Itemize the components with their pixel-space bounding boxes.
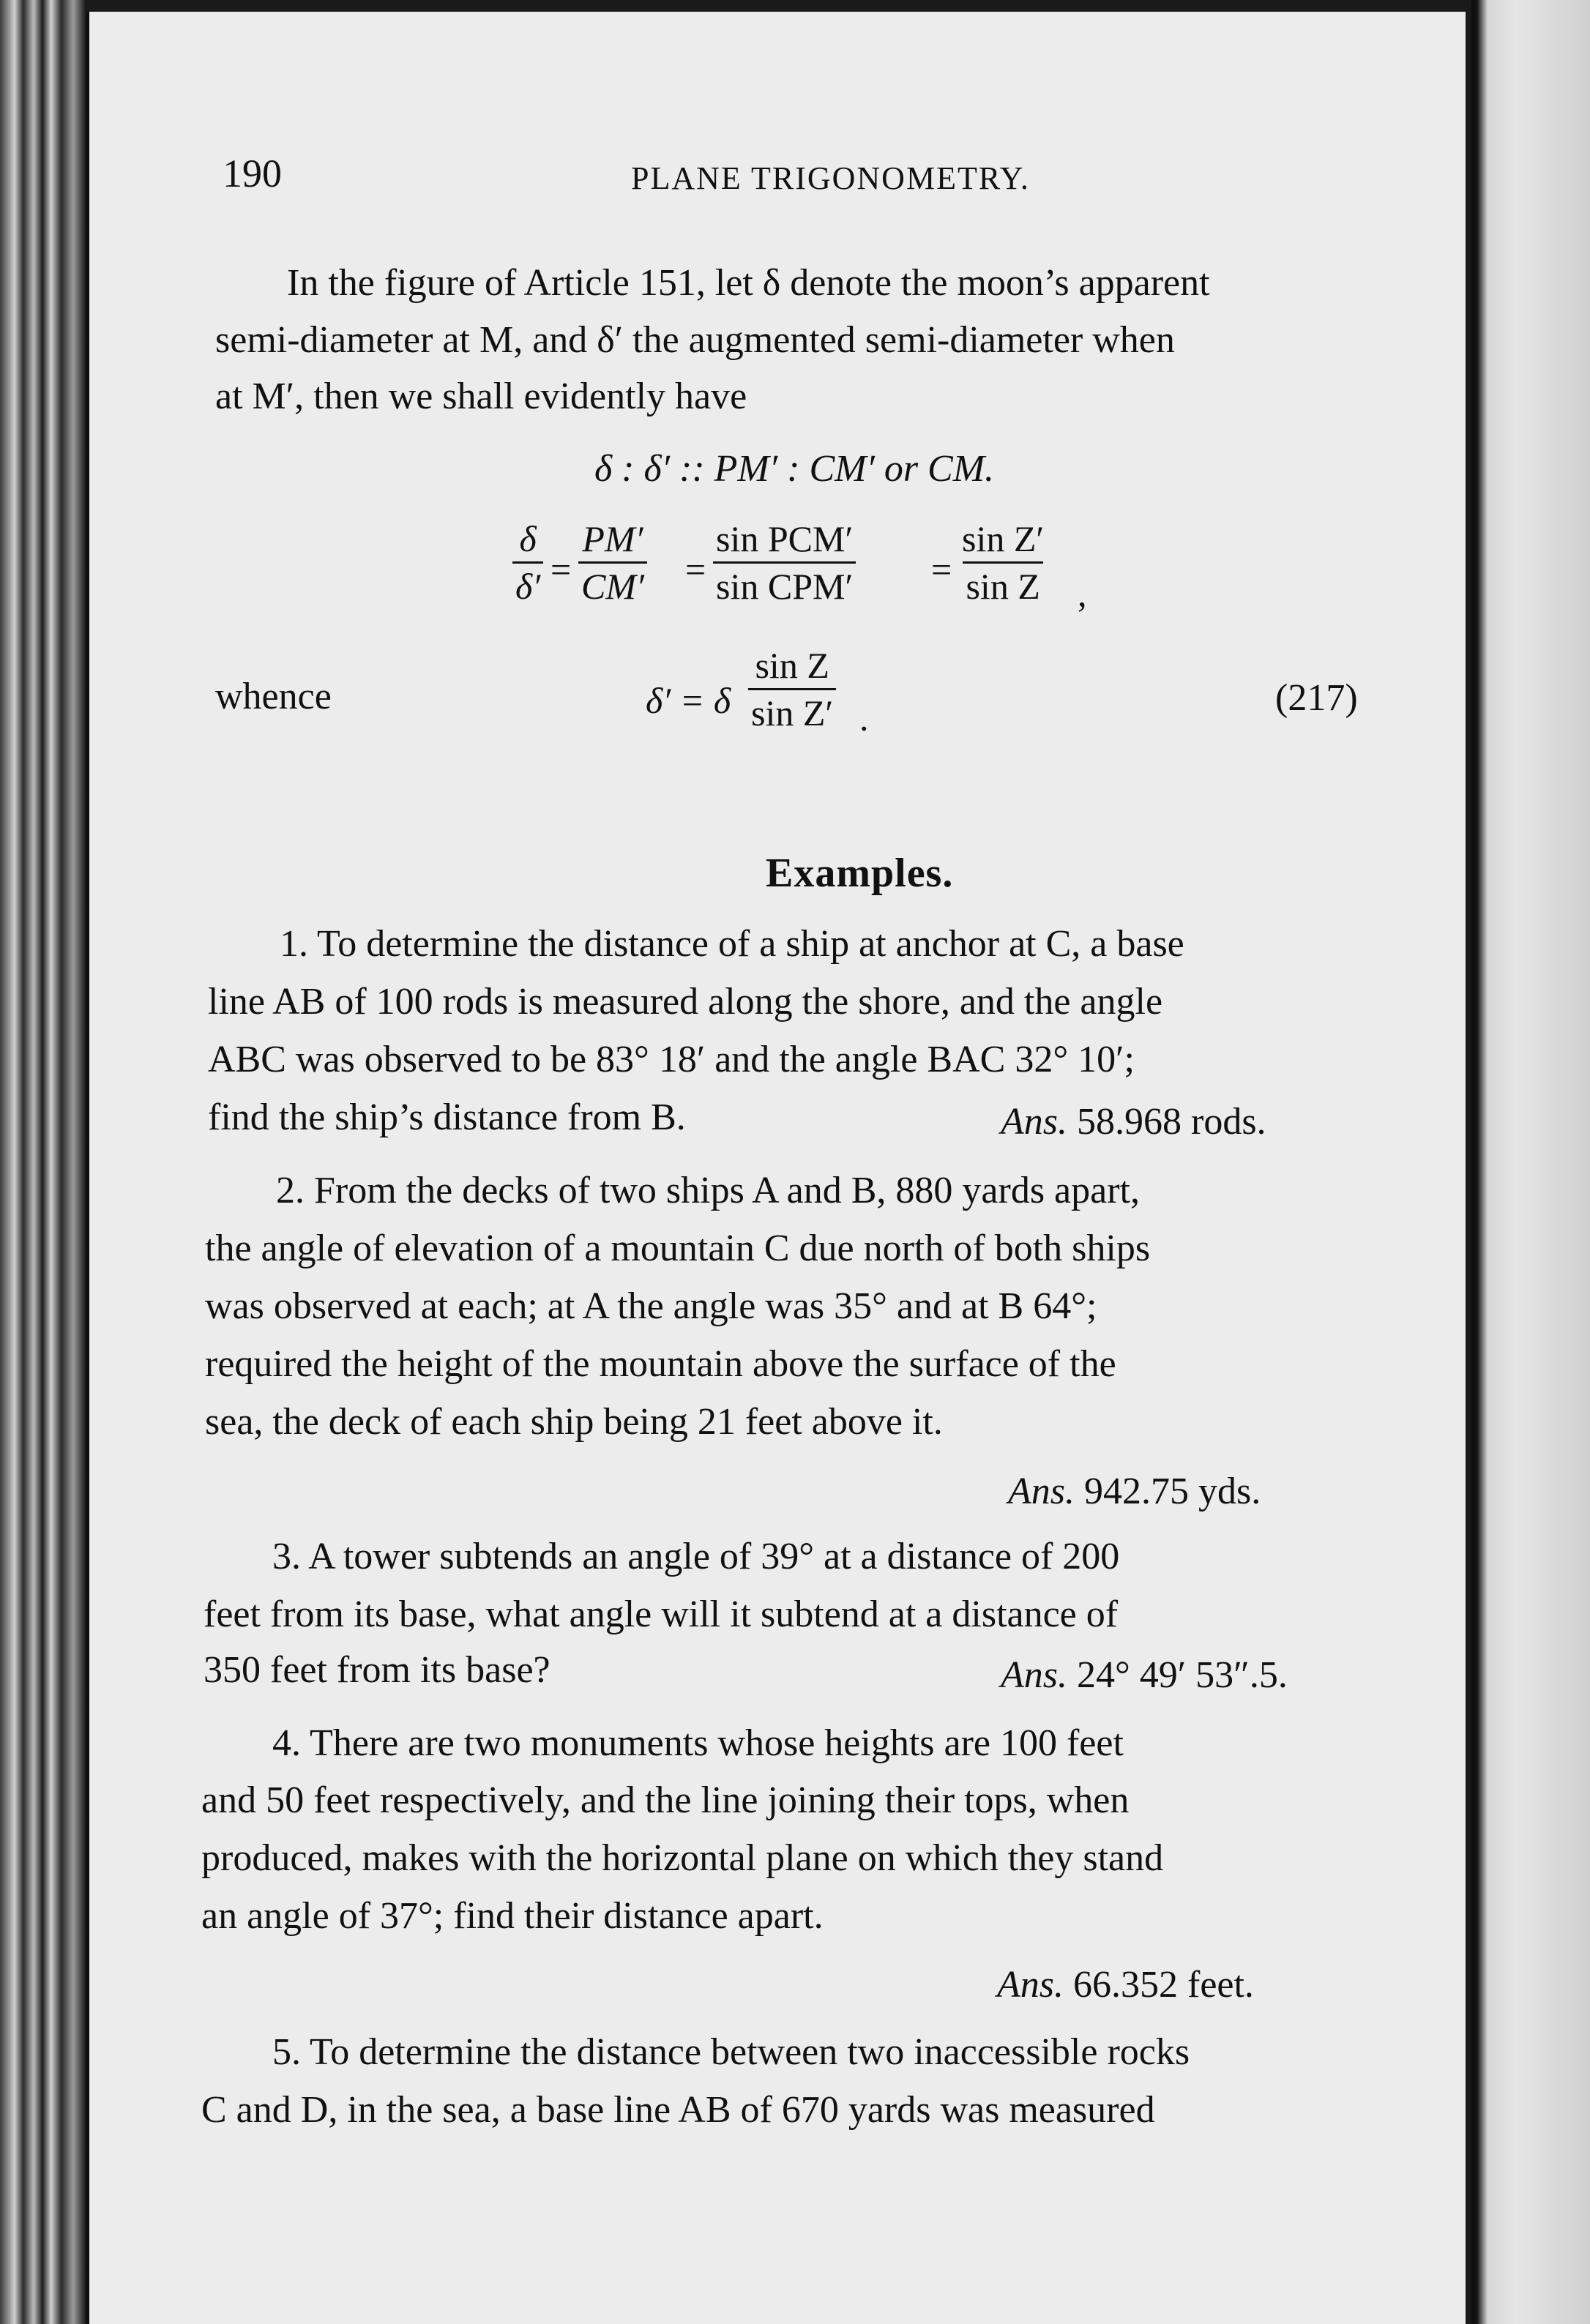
equation-period: . bbox=[859, 698, 869, 739]
fraction bbox=[512, 520, 543, 605]
intro-line: In the figure of Article 151, let δ denote the moon’s apparent bbox=[287, 262, 1210, 304]
example-line: line AB of 100 rods is measured along the shore, and the angle bbox=[208, 981, 1163, 1023]
answer-label: Ans. bbox=[1001, 1654, 1067, 1696]
answer-value: 942.75 yds. bbox=[1084, 1471, 1261, 1512]
example-line: 350 feet from its base? bbox=[204, 1649, 550, 1691]
answer-value: 24° 49′ 53″.5. bbox=[1077, 1654, 1288, 1696]
running-head: PLANE TRIGONOMETRY. bbox=[631, 160, 1030, 196]
fraction-denominator: CM′ bbox=[578, 561, 647, 605]
intro-line: at M′, then we shall evidently have bbox=[215, 375, 747, 417]
example-line: 4. There are two monuments whose heights are 100 feet bbox=[272, 1722, 1124, 1764]
book-left-edge bbox=[0, 0, 86, 2324]
example-line: required the height of the mountain above the surface of the bbox=[205, 1343, 1116, 1385]
fraction-denominator: δ′ bbox=[512, 561, 543, 605]
examples-heading: Examples. bbox=[766, 851, 954, 896]
fraction bbox=[959, 520, 1047, 605]
example-line: 1. To determine the distance of a ship at anchor at C, a base bbox=[280, 923, 1184, 965]
equation-comma: , bbox=[1078, 573, 1087, 614]
example-line: was observed at each; at A the angle was 35° and at B 64°; bbox=[205, 1285, 1097, 1327]
equals-sign: = bbox=[685, 549, 706, 590]
equation-lhs: δ′ = δ bbox=[646, 680, 731, 721]
facing-page-edge bbox=[1471, 0, 1590, 2324]
fraction-denominator: sin Z′ bbox=[748, 688, 836, 731]
answer bbox=[1001, 1100, 1266, 1143]
fraction-numerator: sin Z bbox=[755, 645, 829, 686]
answer-label: Ans. bbox=[1001, 1101, 1067, 1143]
page-number: 190 bbox=[223, 152, 282, 195]
equals-sign: = bbox=[550, 549, 572, 590]
answer-value: 66.352 feet. bbox=[1073, 1964, 1254, 2006]
intro-line: semi-diameter at M, and δ′ the augmented semi-diameter when bbox=[215, 319, 1175, 361]
example-line: the angle of elevation of a mountain C due north of both ships bbox=[205, 1228, 1151, 1269]
equation-number: (217) bbox=[1275, 677, 1358, 719]
fraction-numerator: δ bbox=[519, 518, 537, 559]
example-line: 2. From the decks of two ships A and B, 880 yards apart, bbox=[276, 1170, 1140, 1211]
fraction-denominator: sin Z bbox=[963, 561, 1042, 605]
fraction-denominator: sin CPM′ bbox=[713, 561, 856, 605]
example-line: feet from its base, what angle will it subtend at a distance of bbox=[204, 1593, 1119, 1635]
fraction bbox=[748, 647, 836, 731]
answer-value: 58.968 rods. bbox=[1077, 1101, 1266, 1143]
whence-label: whence bbox=[215, 676, 332, 717]
proportion-equation: δ : δ′ :: PM′ : CM′ or CM. bbox=[594, 448, 995, 490]
example-line: 5. To determine the distance between two inaccessible rocks bbox=[272, 2031, 1190, 2073]
example-line: ABC was observed to be 83° 18′ and the angle BAC 32° 10′; bbox=[208, 1039, 1135, 1080]
example-line: and 50 feet respectively, and the line joining their tops, when bbox=[201, 1779, 1130, 1821]
fraction bbox=[578, 520, 647, 605]
fraction-numerator: sin Z′ bbox=[962, 518, 1045, 559]
fraction-numerator: PM′ bbox=[582, 518, 643, 559]
fraction bbox=[713, 520, 856, 605]
example-line: sea, the deck of each ship being 21 feet above it. bbox=[205, 1401, 943, 1443]
example-line: find the ship’s distance from B. bbox=[208, 1096, 686, 1138]
answer-label: Ans. bbox=[997, 1964, 1064, 2006]
answer bbox=[1008, 1470, 1261, 1513]
example-line: C and D, in the sea, a base line AB of 670 yards was measured bbox=[201, 2089, 1155, 2131]
answer bbox=[997, 1963, 1254, 2006]
equals-sign: = bbox=[931, 549, 952, 590]
answer bbox=[1001, 1654, 1288, 1697]
example-line: produced, makes with the horizontal plane on which they stand bbox=[201, 1837, 1164, 1879]
fraction-numerator: sin PCM′ bbox=[716, 518, 854, 559]
example-line: 3. A tower subtends an angle of 39° at a distance of 200 bbox=[272, 1536, 1120, 1577]
answer-label: Ans. bbox=[1008, 1471, 1075, 1512]
example-line: an angle of 37°; find their distance apart. bbox=[201, 1895, 824, 1937]
book-page bbox=[86, 12, 1466, 2324]
